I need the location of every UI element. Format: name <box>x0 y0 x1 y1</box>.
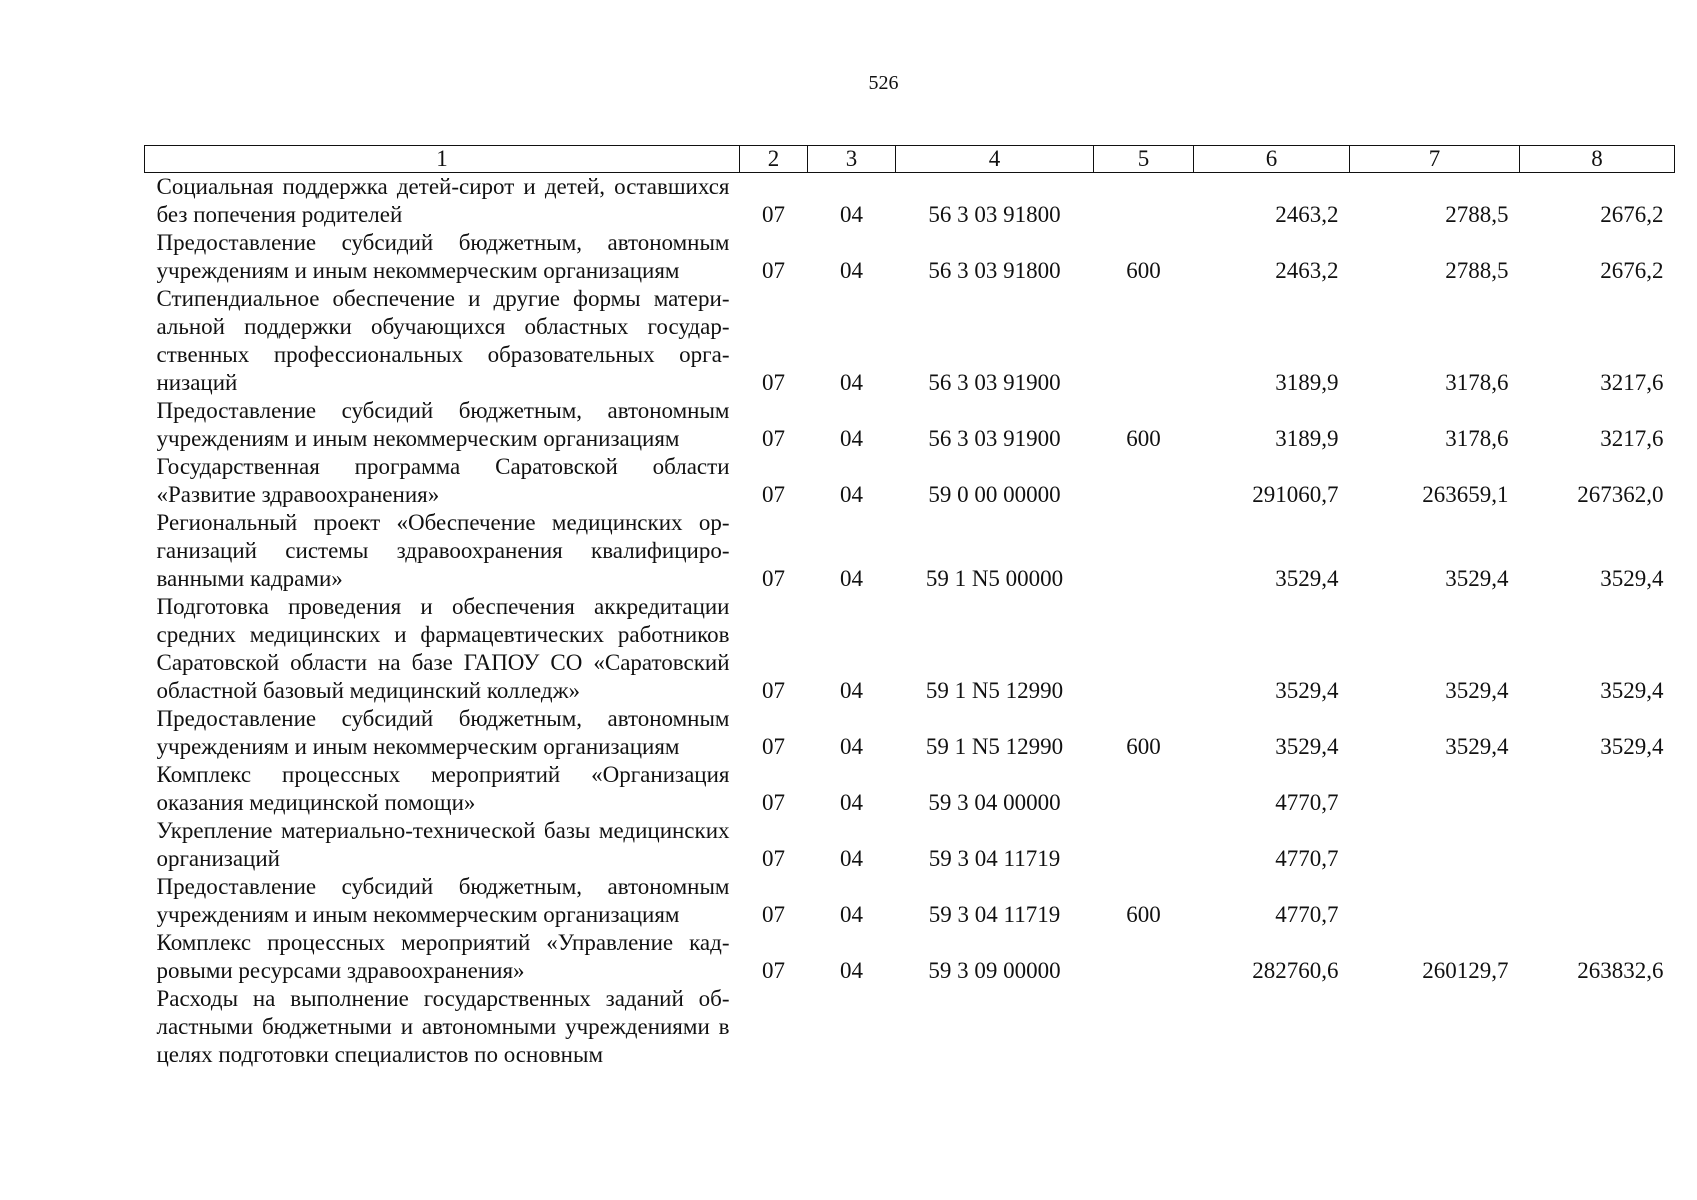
table-row <box>145 929 1675 985</box>
cell-amount-6: 4770,7 <box>1275 790 1339 815</box>
cell-expense-type <box>1094 761 1194 817</box>
cell-section: 07 <box>762 370 785 395</box>
table-row <box>145 509 1675 593</box>
row-name: Предоставление субсидий бюджетным, автономным учреждениям и иным некоммерческим организациям <box>156 706 730 759</box>
cell-subsection: 04 <box>840 958 863 983</box>
cell-target-code: 56 3 03 91800 <box>928 202 1061 227</box>
cell-amount-6: 3529,4 <box>1275 678 1339 703</box>
cell-amount-8 <box>1520 761 1675 817</box>
cell-amount-8: 3529,4 <box>1600 734 1664 759</box>
cell-subsection <box>808 985 896 1069</box>
cell-section: 07 <box>762 902 785 927</box>
cell-expense-type: 600 <box>1126 426 1161 451</box>
column-header-4: 4 <box>896 146 1094 173</box>
cell-expense-type <box>1094 929 1194 985</box>
row-name: Стипендиальное обеспечение и другие формы материальной поддержки обучающихся областных государственных профессиональных образовательных организаций <box>156 286 730 395</box>
cell-target-code: 59 3 04 11719 <box>928 846 1061 871</box>
cell-section: 07 <box>762 566 785 591</box>
row-name: Комплекс процессных мероприятий «Организация оказания медицинской помощи» <box>156 762 730 815</box>
cell-amount-7: 3178,6 <box>1445 370 1509 395</box>
table-row <box>145 817 1675 873</box>
cell-expense-type: 600 <box>1126 902 1161 927</box>
cell-expense-type: 600 <box>1126 734 1161 759</box>
cell-amount-7: 2788,5 <box>1445 258 1509 283</box>
cell-amount-8: 3529,4 <box>1600 566 1664 591</box>
column-number-header <box>145 146 1675 173</box>
row-name: Государственная программа Саратовской области «Развитие здравоохранения» <box>156 454 730 507</box>
cell-amount-8 <box>1520 985 1675 1069</box>
cell-amount-7: 3529,4 <box>1445 566 1509 591</box>
cell-amount-6: 3529,4 <box>1275 734 1339 759</box>
cell-amount-7: 263659,1 <box>1422 482 1509 507</box>
cell-amount-7 <box>1350 873 1520 929</box>
cell-section: 07 <box>762 426 785 451</box>
cell-section: 07 <box>762 734 785 759</box>
page-number: 526 <box>868 72 899 94</box>
cell-amount-8: 267362,0 <box>1577 482 1664 507</box>
row-name: Предоставление субсидий бюджетным, автономным учреждениям и иным некоммерческим организациям <box>156 230 730 283</box>
cell-target-code: 59 3 04 11719 <box>928 902 1061 927</box>
budget-table <box>144 145 1675 1069</box>
column-header-3: 3 <box>808 146 896 173</box>
cell-target-code: 56 3 03 91900 <box>928 370 1061 395</box>
cell-amount-6: 3529,4 <box>1275 566 1339 591</box>
cell-amount-8: 3217,6 <box>1600 370 1664 395</box>
cell-subsection: 04 <box>840 370 863 395</box>
cell-expense-type <box>1094 285 1194 397</box>
table-row <box>145 285 1675 397</box>
row-name: Укрепление материально-технической базы медицинских организаций <box>156 818 730 871</box>
column-header-5: 5 <box>1094 146 1194 173</box>
table-row <box>145 453 1675 509</box>
cell-section: 07 <box>762 258 785 283</box>
cell-amount-8: 2676,2 <box>1600 258 1664 283</box>
table-row <box>145 873 1675 929</box>
cell-amount-6: 4770,7 <box>1275 846 1339 871</box>
row-name: Комплекс процессных мероприятий «Управление кадровыми ресурсами здравоохранения» <box>156 930 730 983</box>
cell-section: 07 <box>762 482 785 507</box>
cell-target-code: 56 3 03 91800 <box>928 258 1061 283</box>
cell-section: 07 <box>762 790 785 815</box>
cell-amount-7: 2788,5 <box>1445 202 1509 227</box>
cell-amount-7 <box>1350 817 1520 873</box>
cell-target-code <box>896 985 1094 1069</box>
cell-section: 07 <box>762 678 785 703</box>
cell-subsection: 04 <box>840 258 863 283</box>
cell-subsection: 04 <box>840 426 863 451</box>
table-row <box>145 705 1675 761</box>
cell-amount-8 <box>1520 817 1675 873</box>
cell-expense-type <box>1094 985 1194 1069</box>
cell-amount-7 <box>1350 985 1520 1069</box>
cell-subsection: 04 <box>840 790 863 815</box>
column-header-1: 1 <box>145 146 740 173</box>
table-row <box>145 229 1675 285</box>
cell-amount-6: 3189,9 <box>1275 370 1339 395</box>
cell-target-code: 59 1 N5 12990 <box>925 678 1064 703</box>
cell-subsection: 04 <box>840 902 863 927</box>
cell-expense-type <box>1094 509 1194 593</box>
table-row <box>145 985 1675 1069</box>
cell-subsection: 04 <box>840 482 863 507</box>
cell-amount-7: 3178,6 <box>1445 426 1509 451</box>
table-row <box>145 593 1675 705</box>
cell-target-code: 59 1 N5 12990 <box>925 734 1064 759</box>
table-row <box>145 173 1675 230</box>
cell-amount-6: 282760,6 <box>1252 958 1339 983</box>
column-header-2: 2 <box>740 146 808 173</box>
table-body <box>145 173 1675 1070</box>
cell-amount-7: 3529,4 <box>1445 678 1509 703</box>
cell-amount-8: 3217,6 <box>1600 426 1664 451</box>
row-name: Предоставление субсидий бюджетным, автономным учреждениям и иным некоммерческим организациям <box>156 874 730 927</box>
cell-section <box>740 985 808 1069</box>
cell-subsection: 04 <box>840 678 863 703</box>
cell-section: 07 <box>762 202 785 227</box>
cell-amount-6: 2463,2 <box>1275 202 1339 227</box>
cell-amount-7: 3529,4 <box>1445 734 1509 759</box>
row-name: Расходы на выполнение государственных заданий областными бюджетными и автономными учреждениями в целях подготовки специалистов по основным <box>156 986 730 1067</box>
table-row <box>145 761 1675 817</box>
cell-expense-type: 600 <box>1126 258 1161 283</box>
cell-amount-8: 3529,4 <box>1600 678 1664 703</box>
cell-target-code: 56 3 03 91900 <box>928 426 1061 451</box>
cell-amount-8 <box>1520 873 1675 929</box>
cell-expense-type <box>1094 173 1194 230</box>
cell-subsection: 04 <box>840 734 863 759</box>
column-header-8: 8 <box>1520 146 1675 173</box>
cell-expense-type <box>1094 453 1194 509</box>
cell-section: 07 <box>762 846 785 871</box>
cell-expense-type <box>1094 817 1194 873</box>
cell-target-code: 59 3 09 00000 <box>928 958 1061 983</box>
cell-amount-6: 3189,9 <box>1275 426 1339 451</box>
cell-target-code: 59 0 00 00000 <box>928 482 1061 507</box>
column-header-6: 6 <box>1194 146 1350 173</box>
cell-subsection: 04 <box>840 202 863 227</box>
row-name: Социальная поддержка детей-сирот и детей, оставшихся без попечения родителей <box>156 174 730 227</box>
cell-target-code: 59 1 N5 00000 <box>925 566 1064 591</box>
cell-section: 07 <box>762 958 785 983</box>
cell-amount-7 <box>1350 761 1520 817</box>
cell-amount-6: 291060,7 <box>1252 482 1339 507</box>
table-row <box>145 397 1675 453</box>
cell-amount-6: 4770,7 <box>1275 902 1339 927</box>
cell-expense-type <box>1094 593 1194 705</box>
cell-amount-6: 2463,2 <box>1275 258 1339 283</box>
cell-subsection: 04 <box>840 566 863 591</box>
cell-subsection: 04 <box>840 846 863 871</box>
row-name: Подготовка проведения и обеспечения аккредитации средних медицинских и фармацевтических работников Саратовской области на базе ГАПОУ СО «Саратовский областной базовый медицинский колледж» <box>156 594 730 703</box>
cell-amount-8: 2676,2 <box>1600 202 1664 227</box>
row-name: Предоставление субсидий бюджетным, автономным учреждениям и иным некоммерческим организациям <box>156 398 730 451</box>
row-name: Региональный проект «Обеспечение медицинских организаций системы здравоохранения квалифицированными кадрами» <box>156 510 730 591</box>
cell-amount-8: 263832,6 <box>1577 958 1664 983</box>
column-header-7: 7 <box>1350 146 1520 173</box>
cell-target-code: 59 3 04 00000 <box>928 790 1061 815</box>
cell-amount-7: 260129,7 <box>1422 958 1509 983</box>
cell-amount-6 <box>1194 985 1350 1069</box>
